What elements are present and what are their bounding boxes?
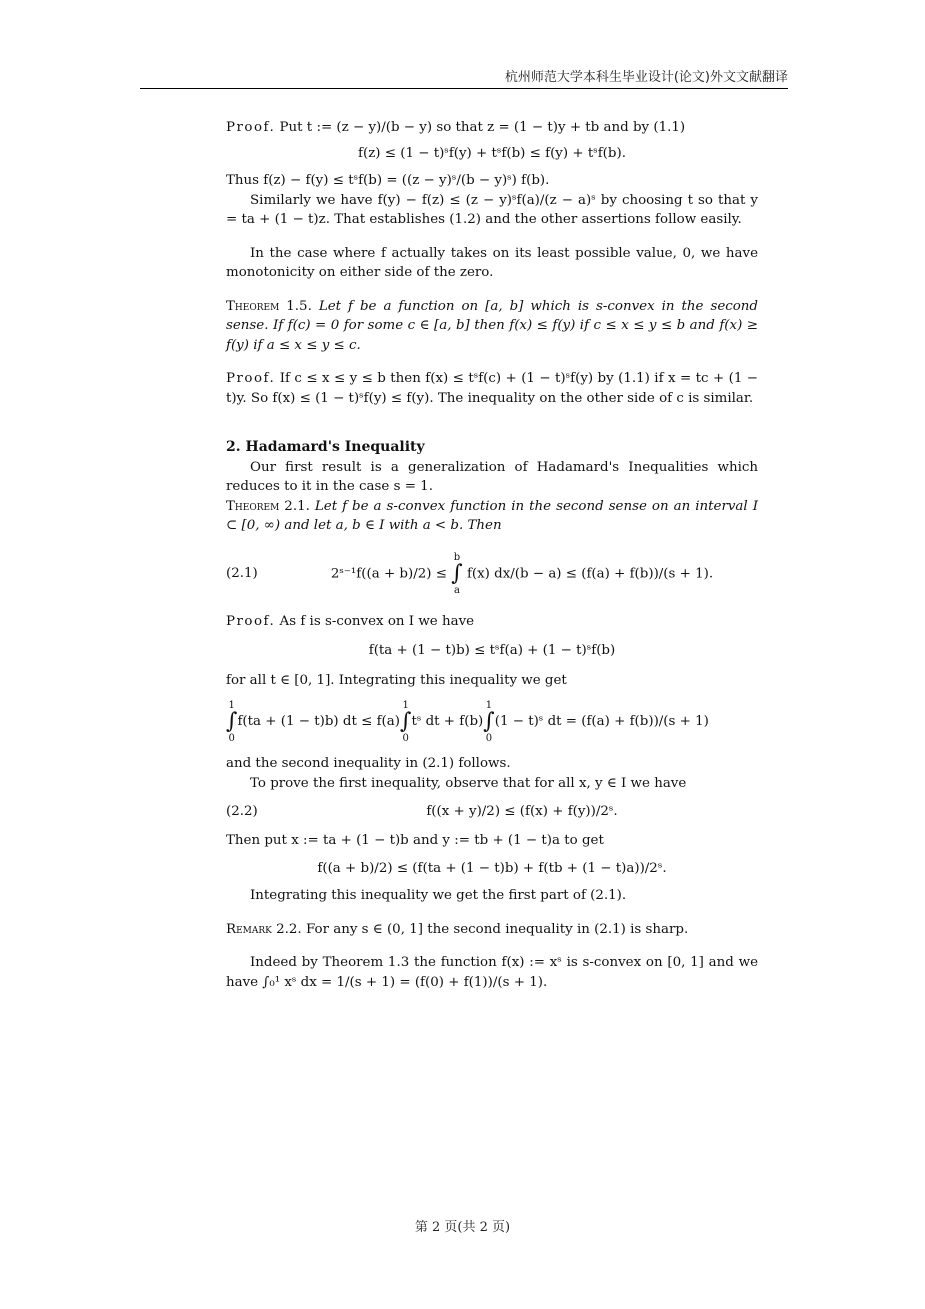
theorem-2-1: Theorem 2.1. Let f be a s-convex function in the second sense on an interval I ⊂ [0, ∞) and let a, b ∈ I with a < b. Then xyxy=(226,498,758,533)
paragraph: To prove the first inequality, observe that for all x, y ∈ I we have xyxy=(250,775,687,791)
proof-paragraph: Proof. Put t := (z − y)/(b − y) so that z = (1 − t)y + tb and by (1.1) xyxy=(226,120,686,135)
equation-2-2: (2.2) f((x + y)/2) ≤ (f(x) + f(y))/2ˢ. xyxy=(226,797,758,827)
equation-number: (2.2) xyxy=(226,804,258,820)
page-footer xyxy=(0,1216,925,1235)
paragraph: Similarly we have f(y) − f(z) ≤ (z − y)ˢf(a)/(z − a)ˢ by choosing t so that y = ta + (1 − t)z. That establishes (1.2) and the other assertions follow easily. xyxy=(226,192,758,227)
integral-sign: 1 ∫ 0 xyxy=(226,700,238,744)
theorem-1-5: Theorem 1.5. Let f be a function on [a, b] which is s-convex in the second sense. If f(c) = 0 for some c ∈ [a, b] then f(x) ≤ f(y) if c ≤ x ≤ y ≤ b and f(x) ≥ f(y) if a ≤ x ≤ y ≤ c. xyxy=(226,298,758,353)
section-heading: 2. Hadamard's Inequality xyxy=(226,439,425,455)
paragraph: Thus f(z) − f(y) ≤ tˢf(b) = ((z − y)ˢ/(b − y)ˢ) f(b). xyxy=(226,173,550,188)
integral-sign: b ∫ a xyxy=(451,551,463,596)
paragraph: and the second inequality in (2.1) follows. xyxy=(226,756,511,771)
integral-sign: 1 ∫ 0 xyxy=(399,700,412,744)
equation: f(z) ≤ (1 − t)ˢf(y) + tˢf(b) ≤ f(y) + tˢf(b). xyxy=(358,145,626,161)
paragraph: Our first result is a generalization of Hadamard's Inequalities which reduces to it in the case s = 1. xyxy=(226,459,758,494)
paragraph: In the case where f actually takes on its least possible value, 0, we have monotonicity on either side of the zero. xyxy=(226,245,758,280)
header-title: 杭州师范大学本科生毕业设计(论文)外文文献翻译 xyxy=(504,70,788,85)
page-number: 第 2 页(共 2 页) xyxy=(414,1220,511,1235)
equation: f(ta + (1 − t)b) ≤ tˢf(a) + (1 − t)ˢf(b) xyxy=(368,643,616,658)
integral-equation: 1 ∫ 0 f(ta + (1 − t)b) dt ≤ f(a) 1 ∫ 0 tˢ dt + f(b) 1 ∫ 0 (1 − t)ˢ dt = (f(a) + f(b))/(s + 1) xyxy=(226,700,709,744)
paragraph: Then put x := ta + (1 − t)b and y := tb + (1 − t)a to get xyxy=(226,833,604,848)
equation: f((a + b)/2) ≤ (f(ta + (1 − t)b) + f(tb + (1 − t)a))/2ˢ. xyxy=(317,860,667,876)
proof-paragraph: Proof. If c ≤ x ≤ y ≤ b then f(x) ≤ tˢf(c) + (1 − t)ˢf(y) by (1.1) if x = tc + (1 − t)y. So f(x) ≤ (1 − t)ˢf(y) ≤ f(y). The inequality on the other side of c is similar. xyxy=(226,371,758,406)
page-header xyxy=(140,66,788,89)
equation-number: (2.1) xyxy=(226,565,258,581)
proof-paragraph: Proof. As f is s-convex on I we have xyxy=(226,613,475,629)
integral-sign: 1 ∫ 0 xyxy=(483,700,495,744)
equation-2-1: (2.1) 2ˢ⁻¹f((a + b)/2) ≤ b ∫ a f(x) dx/(b − a) ≤ (f(a) + f(b))/(s + 1). xyxy=(226,551,714,596)
page-content xyxy=(226,118,758,992)
paragraph: Indeed by Theorem 1.3 the function f(x) := xˢ is s-convex on [0, 1] and we have ∫₀¹ xˢ dx = 1/(s + 1) = (f(0) + f(1))/(s + 1). xyxy=(226,955,758,990)
paragraph: for all t ∈ [0, 1]. Integrating this inequality we get xyxy=(226,672,567,688)
paragraph: Integrating this inequality we get the first part of (2.1). xyxy=(250,888,627,903)
remark-2-2: Remark 2.2. For any s ∈ (0, 1] the second inequality in (2.1) is sharp. xyxy=(226,921,689,937)
